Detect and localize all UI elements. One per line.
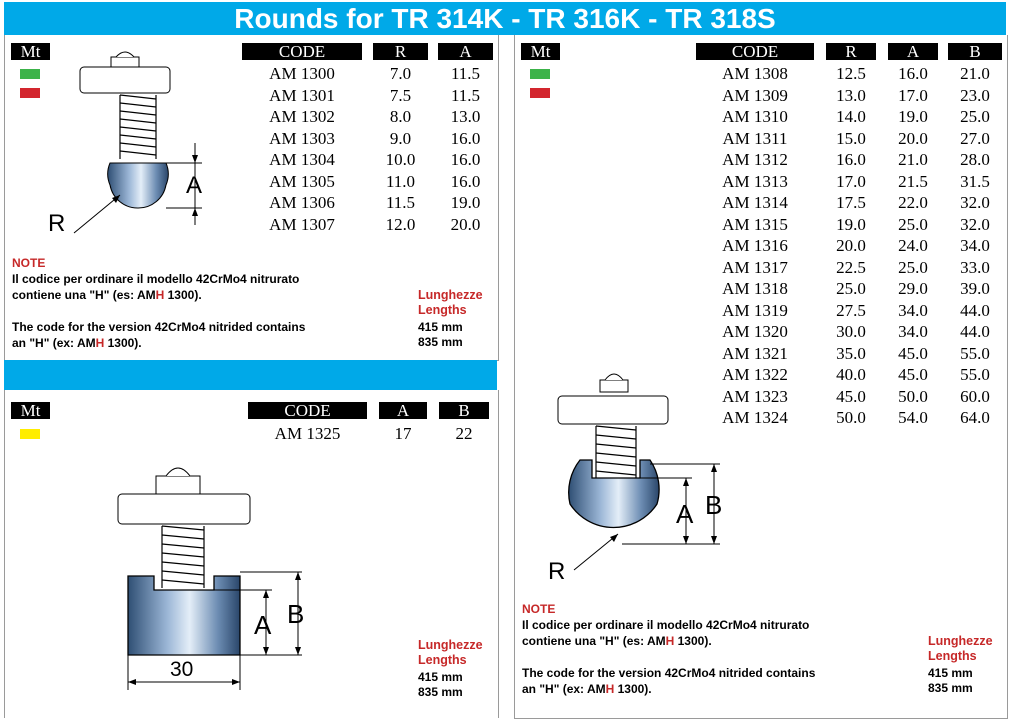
table-cell-r: 14.0 <box>836 107 866 126</box>
header-code: CODE <box>696 43 814 60</box>
table-cell-r: 22.5 <box>836 257 866 277</box>
header-mt: Mt <box>11 402 50 419</box>
table-cell-code: AM 1318 <box>722 279 788 298</box>
table-cell-b: 34.0 <box>960 236 990 255</box>
table-cell-r: 12.5 <box>836 64 866 83</box>
table-cell-r: 40.0 <box>836 365 866 384</box>
table-cell-code: AM 1316 <box>722 236 788 255</box>
slotted-cylinder-diagram <box>110 462 330 692</box>
table-cell-r: 7.5 <box>389 85 412 105</box>
lengths-values: 415 mm 835 mm <box>418 670 463 699</box>
table-cell-a: 25.0 <box>898 257 928 277</box>
table-cell-code: AM 1313 <box>722 171 788 191</box>
material-swatch-green <box>530 69 550 79</box>
table-cell-b: 33.0 <box>960 257 990 277</box>
material-swatch-red <box>20 88 40 98</box>
table-cell-b: 25.0 <box>960 107 990 126</box>
table-cell-a: 16.0 <box>898 64 928 83</box>
header-mt: Mt <box>521 43 560 60</box>
table-cell-r: 35.0 <box>836 343 866 363</box>
table-cell-b: 32.0 <box>960 193 990 212</box>
table-cell-code: AM 1308 <box>722 64 788 83</box>
table-cell-code: AM 1301 <box>269 85 335 105</box>
header-code: CODE <box>248 402 367 419</box>
table-cell-a: 21.5 <box>898 171 928 191</box>
table-cell-a: 11.5 <box>450 64 481 83</box>
table-cell-a: 24.0 <box>898 236 928 255</box>
table-cell-a: 20.0 <box>898 128 928 148</box>
table-cell-r: 16.0 <box>836 150 866 169</box>
table-cell-r: 50.0 <box>836 408 866 427</box>
table-cell-a: 16.0 <box>450 171 481 191</box>
diagram-label-a: A <box>186 172 203 199</box>
table-cell-r: 10.0 <box>385 150 416 169</box>
table-cell-a: 19.0 <box>450 193 481 212</box>
table-cell-a: 21.0 <box>898 150 928 169</box>
table-cell-r: 9.0 <box>389 128 412 148</box>
table-cell-a: 17.0 <box>898 85 928 105</box>
table-cell-code: AM 1306 <box>269 193 335 212</box>
table-cell-b: 44.0 <box>960 322 990 341</box>
table-cell-b: 32.0 <box>960 214 990 234</box>
table-cell-b: 27.0 <box>960 128 990 148</box>
header-r: R <box>826 43 876 60</box>
table-cell-code: AM 1300 <box>269 64 335 83</box>
table-cell-b: 31.5 <box>960 171 990 191</box>
table-cell-code: AM 1309 <box>722 85 788 105</box>
table-cell-a: 50.0 <box>898 386 928 406</box>
table-cell-code: AM 1303 <box>269 128 335 148</box>
table-cell-a: 29.0 <box>898 279 928 298</box>
table-cell-r: 20.0 <box>836 236 866 255</box>
table-cell-code: AM 1324 <box>722 408 788 427</box>
table-cell-a: 34.0 <box>898 322 928 341</box>
table-cell-code: AM 1314 <box>722 193 788 212</box>
table-cell-b: 23.0 <box>960 85 990 105</box>
note-italian: Il codice per ordinare il modello 42CrMo4 nitrurato contiene una "H" (es: AMH 1300). <box>12 272 300 302</box>
diagram-label-r: R <box>548 558 566 585</box>
table-cell-code: AM 1307 <box>269 214 335 234</box>
table-cell-a: 25.0 <box>898 214 928 234</box>
table-cell-b: 22 <box>455 424 473 443</box>
table-cell-code: AM 1325 <box>274 424 341 443</box>
diagram-label-a: A <box>676 499 694 529</box>
diagram-label-b: B <box>705 490 723 520</box>
material-swatch-yellow <box>20 429 40 439</box>
table-cell-b: 55.0 <box>960 365 990 384</box>
table-cell-a: 22.0 <box>898 193 928 212</box>
table-cell-r: 11.5 <box>385 193 416 212</box>
ball-round-diagram <box>40 55 230 255</box>
table-cell-r: 30.0 <box>836 322 866 341</box>
table-cell-a: 16.0 <box>450 150 481 169</box>
diagram-label-r: R <box>48 210 66 237</box>
table-cell-code: AM 1323 <box>722 386 788 406</box>
material-swatch-red <box>530 88 550 98</box>
lengths-title: Lunghezze Lengths <box>418 638 483 667</box>
table-cell-b: 60.0 <box>960 386 990 406</box>
table-cell-r: 13.0 <box>836 85 866 105</box>
table-cell-code: AM 1310 <box>722 107 788 126</box>
header-b: B <box>948 43 1002 60</box>
table-cell-b: 28.0 <box>960 150 990 169</box>
note-italian: Il codice per ordinare il modello 42CrMo4 nitrurato contiene una "H" (es: AMH 1300). <box>522 618 810 648</box>
table-cell-code: AM 1302 <box>269 107 335 126</box>
table-cell-code: AM 1311 <box>722 128 788 148</box>
material-swatch-green <box>20 69 40 79</box>
table-cell-r: 17.5 <box>836 193 866 212</box>
table-cell-r: 8.0 <box>389 107 412 126</box>
table-cell-b: 21.0 <box>960 64 990 83</box>
table-cell-code: AM 1320 <box>722 322 788 341</box>
header-code: CODE <box>242 43 362 60</box>
table-cell-code: AM 1315 <box>722 214 788 234</box>
table-cell-a: 11.5 <box>450 85 481 105</box>
table-cell-r: 17.0 <box>836 171 866 191</box>
table-cell-r: 27.5 <box>836 300 866 320</box>
note-title: NOTE <box>12 256 46 270</box>
table-cell-code: AM 1322 <box>722 365 788 384</box>
table-cell-b: 64.0 <box>960 408 990 427</box>
table-cell-code: AM 1321 <box>722 343 788 363</box>
table-cell-a: 45.0 <box>898 343 928 363</box>
table-cell-code: AM 1305 <box>269 171 335 191</box>
table-cell-r: 45.0 <box>836 386 866 406</box>
header-r: R <box>373 43 428 60</box>
diagram-label-width: 30 <box>170 658 194 681</box>
header-b: B <box>439 402 489 419</box>
table-cell-a: 19.0 <box>898 107 928 126</box>
table-cell-r: 15.0 <box>836 128 866 148</box>
diagram-label-a: A <box>254 610 272 640</box>
table-cell-a: 16.0 <box>450 128 481 148</box>
note-english: The code for the version 42CrMo4 nitrided contains an "H" (ex: AMH 1300). <box>522 666 816 696</box>
table-cell-code: AM 1304 <box>269 150 335 169</box>
table-cell-b: 55.0 <box>960 343 990 363</box>
header-a: A <box>379 402 427 419</box>
table-cell-a: 54.0 <box>898 408 928 427</box>
page-title: Rounds for TR 314K - TR 316K - TR 318S <box>4 2 1006 35</box>
note-title: NOTE <box>522 602 556 616</box>
diagram-label-b: B <box>287 599 305 629</box>
table-cell-r: 11.0 <box>385 171 416 191</box>
table-cell-r: 19.0 <box>836 214 866 234</box>
table-cell-r: 12.0 <box>385 214 416 234</box>
table-cell-r: 25.0 <box>836 279 866 298</box>
table-cell-a: 34.0 <box>898 300 928 320</box>
table-cell-a: 13.0 <box>450 107 481 126</box>
header-mt: Mt <box>11 43 50 60</box>
grooved-ball-diagram <box>552 372 732 592</box>
lengths-values: 415 mm 835 mm <box>928 666 973 695</box>
table-cell-a: 45.0 <box>898 365 928 384</box>
lengths-title: Lunghezze Lengths <box>418 288 483 317</box>
lengths-title: Lunghezze Lengths <box>928 634 993 663</box>
table-cell-b: 44.0 <box>960 300 990 320</box>
header-a: A <box>438 43 493 60</box>
note-english: The code for the version 42CrMo4 nitrided contains an "H" (ex: AMH 1300). <box>12 320 306 350</box>
table-cell-a: 20.0 <box>450 214 481 234</box>
table-cell-code: AM 1319 <box>722 300 788 320</box>
section-divider-strip <box>4 360 497 390</box>
table-cell-code: AM 1312 <box>722 150 788 169</box>
header-a: A <box>888 43 938 60</box>
table-cell-code: AM 1317 <box>722 257 788 277</box>
table-cell-r: 7.0 <box>389 64 412 83</box>
table-cell-a: 17 <box>394 424 412 443</box>
lengths-values: 415 mm 835 mm <box>418 320 463 349</box>
table-cell-b: 39.0 <box>960 279 990 298</box>
